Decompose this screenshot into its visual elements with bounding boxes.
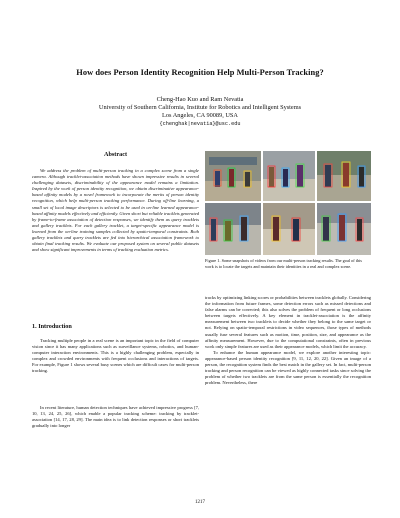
snapshot-frame-2 [263, 151, 315, 201]
snapshot-frame-5 [263, 203, 315, 255]
snapshot-frame-3 [317, 151, 371, 201]
snapshot-frame-4 [205, 203, 261, 255]
introduction-heading: 1. Introduction [32, 323, 72, 330]
snapshot-frame-6 [317, 203, 371, 255]
location: Los Angeles, CA 90089, USA [162, 112, 238, 120]
snapshot-frame-1 [205, 151, 261, 201]
abstract-text: We address the problem of multi-person tracking in a complex scene from a single camera. Although tracklet-association methods have shown impressive results in several challenging datasets, discriminability of the appearance model remains a limitation. Inspired by the work of person identity recognition, we obtain discriminative appearance-based affinity models by a novel framework to incorporate the merits of person identity recognition, which help multi-person tracking performance. During off-line learning, a small set of local image descriptors is selected to be used in on-line learned appearance-based affinity models effectively and efficiently. Given short but reliable tracklets generated by frame-to-frame association of detection responses, we identify them as query tracklets and gallery tracklets. For each gallery tracklet, a target-specific appearance model is learned from the on-line training samples collected by spatio-temporal constraints. Both gallery tracklets and query tracklets are fed into hierarchical association framework to obtain final tracking results. We evaluate our proposed system on several public datasets and show significant improvements in terms of tracking evaluation metrics. [32, 168, 199, 253]
figure-1-caption: Figure 1. Some snapshots of videos from our multi-person tracking results. The goal of this work is to locate the targets and maintain their identities in a real and complex scene. [205, 258, 362, 269]
author-names: Cheng-Hao Kuo and Ram Nevatia [156, 96, 244, 103]
introduction-paragraph-1: Tracking multiple people in a real scene is an important topic in the field of computer vision since it has many applications such as surveillance systems, robotics, and human-computer interaction environments. This is a highly challenging problem, especially in complex and crowded environments with frequent occlusions and interactions of targets. For example, Figure 1 shows several busy scenes which are difficult cases for multi-person tracking. [32, 338, 199, 374]
right-paragraph-2: To enhance the human appearance model, we explore another interesting topic: appearance-based person identity recognition [9, 11, 12, 20, 22]. Given an image of a person, the recognition system finds the best match in the gallery set. In fact, multi-person tracking and person recognition can be viewed as highly connected tasks since solving the problem of whether two tracklets are from the same person is essentially the recognition problem. Nevertheless, there [205, 349, 371, 386]
author-block [0, 96, 400, 128]
author-email: {chenghak|nevatia}@usc.edu [159, 121, 241, 128]
figure-1-snapshots [205, 151, 371, 255]
page-number: 1217 [195, 500, 205, 505]
right-column-text [205, 295, 371, 386]
affiliation: University of Southern California, Institute for Robotics and Intelligent Systems [98, 104, 302, 112]
right-paragraph-1: tracks by optimizing linking scores or probabilities between tracklets globally. Considering the information from future frames, some detection errors such as missed detections and false alarms can be corrected; this also solves the problem of frequent or long occlusions between targets effectively. A key element in tracklet-association is the affinity measurement between two tracklets to decide whether they belong to the same target or not. Relying on spatio-temporal restrictions in video sequences, those types of methods usually fuse several features such as motion, time, position, size, and appearance as the affinity measurement. However, due to the computational constraints, often in previous work only simple features are used as their appearance models, which limit the accuracy. [205, 295, 371, 349]
abstract-heading: Abstract [103, 151, 128, 158]
introduction-paragraph-2: In recent literature, human detection techniques have achieved impressive progress [7, 10, 13, 24, 25, 26], which enable a popular tracking scheme: tracking by tracklet-association [14, 17, 28, 29]. The main idea is to link detection responses or short tracklets gradually into longer [32, 405, 199, 429]
paper-title: How does Person Identity Recognition Help Multi-Person Tracking? [76, 68, 324, 77]
